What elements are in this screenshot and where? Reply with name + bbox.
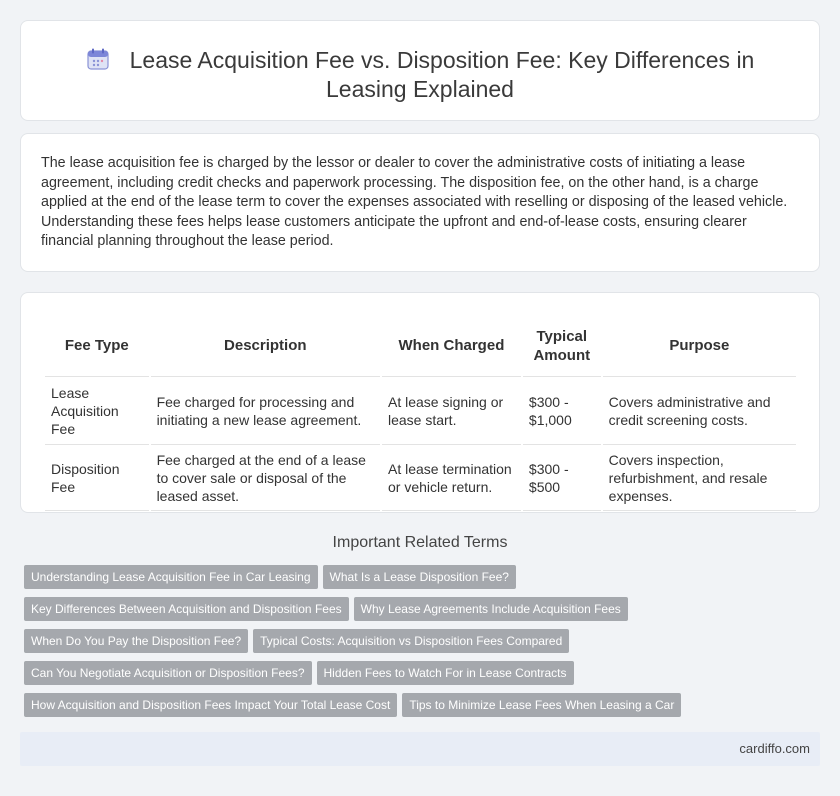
related-term-link[interactable]: Tips to Minimize Lease Fees When Leasing a Car xyxy=(402,693,681,717)
table-row xyxy=(45,377,796,445)
table-cell: Fee charged for processing and initiating a new lease agreement. xyxy=(151,377,380,445)
related-term-link[interactable]: Understanding Lease Acquisition Fee in Car Leasing xyxy=(24,565,318,589)
related-term-link[interactable]: Can You Negotiate Acquisition or Disposition Fees? xyxy=(24,661,312,685)
related-term-link[interactable]: Key Differences Between Acquisition and Disposition Fees xyxy=(24,597,349,621)
header-when-charged: When Charged xyxy=(382,315,521,377)
title-card xyxy=(20,20,820,121)
comparison-table-card xyxy=(20,292,820,513)
related-terms-title: Important Related Terms xyxy=(332,534,508,551)
intro-card xyxy=(20,133,820,272)
page-title-text: Lease Acquisition Fee vs. Disposition Fee: Key Differences in Leasing Explained xyxy=(129,47,755,102)
related-term-link[interactable]: Typical Costs: Acquisition vs Disposition Fees Compared xyxy=(253,629,569,653)
intro-text: The lease acquisition fee is charged by the lessor or dealer to cover the administrative costs of initiating a lease agreement, including credit checks and paperwork processing. The disposition fee, on the other hand, is a charge applied at the end of the lease term to cover the expenses associated with reselling or disposing of the leased vehicle. Understanding these fees helps lease customers anticipate the upfront and end-of-lease costs, ensuring clearer financial planning throughout the lease period. xyxy=(41,155,788,249)
header-description: Description xyxy=(151,315,380,377)
table-cell: Covers administrative and credit screening costs. xyxy=(603,377,796,445)
related-term-link[interactable]: What Is a Lease Disposition Fee? xyxy=(323,565,516,589)
table-cell: $300 - $500 xyxy=(523,445,601,511)
footer xyxy=(20,732,820,766)
related-term-link[interactable]: How Acquisition and Disposition Fees Impact Your Total Lease Cost xyxy=(24,693,397,717)
related-terms-list xyxy=(24,565,824,725)
header-fee-type: Fee Type xyxy=(45,315,149,377)
table-cell: $300 - $1,000 xyxy=(523,377,601,445)
table-cell: Lease Acquisition Fee xyxy=(45,377,149,445)
calendar-icon xyxy=(86,47,110,71)
table-cell: Disposition Fee xyxy=(45,445,149,511)
table-cell: At lease signing or lease start. xyxy=(382,377,521,445)
table-row xyxy=(45,445,796,511)
comparison-table xyxy=(43,315,798,511)
related-term-link[interactable]: Why Lease Agreements Include Acquisition Fees xyxy=(354,597,628,621)
header-typical-amount: Typical Amount xyxy=(523,315,601,377)
table-cell: Fee charged at the end of a lease to cover sale or disposal of the leased asset. xyxy=(151,445,380,511)
table-cell: At lease termination or vehicle return. xyxy=(382,445,521,511)
footer-site-link[interactable]: cardiffo.com xyxy=(739,741,810,756)
table-cell: Covers inspection, refurbishment, and resale expenses. xyxy=(603,445,796,511)
related-term-link[interactable]: Hidden Fees to Watch For in Lease Contracts xyxy=(317,661,574,685)
table-header-row xyxy=(45,315,796,377)
related-term-link[interactable]: When Do You Pay the Disposition Fee? xyxy=(24,629,248,653)
header-purpose: Purpose xyxy=(603,315,796,377)
page-title xyxy=(61,46,779,104)
